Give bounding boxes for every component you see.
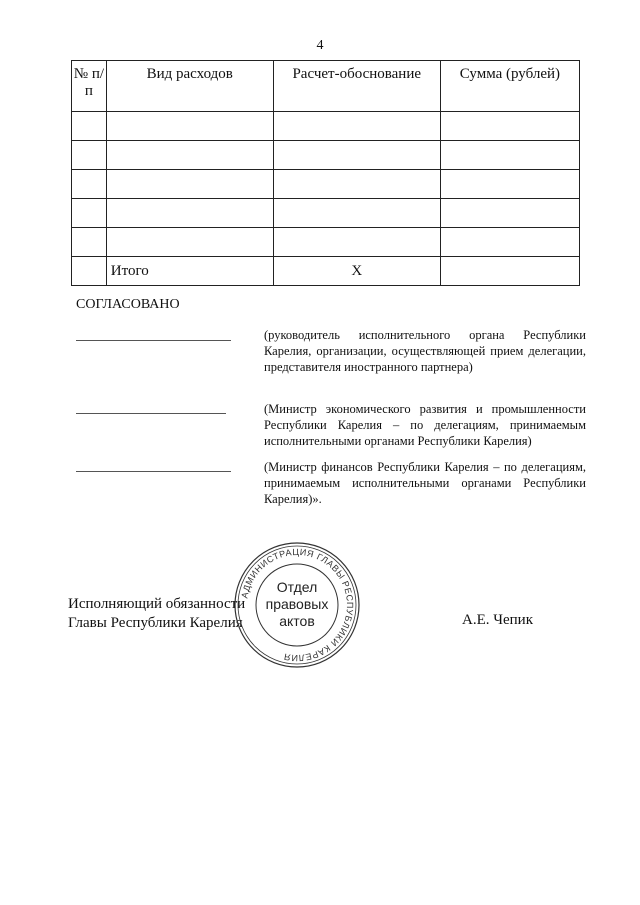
signature-line-1 xyxy=(76,340,231,341)
total-label: Итого xyxy=(106,257,273,286)
signatory-name: А.Е. Чепик xyxy=(462,612,533,628)
col-header-amount: Сумма (рублей) xyxy=(440,61,579,112)
col-header-number: № п/п xyxy=(72,61,107,112)
signatory-block-1: (руководитель исполнительного органа Республики Карелия, организации, осуществляющей прием делегации, представителя иностранного партнера) xyxy=(264,328,586,374)
department-stamp xyxy=(232,540,362,670)
signatory-title-line-1: Исполняющий обязанности xyxy=(68,596,246,612)
signature-line-3 xyxy=(76,471,231,472)
col-header-expense-type: Вид расходов xyxy=(106,61,273,112)
signatory-block-2: (Министр экономического развития и промышленности Республики Карелия – по делегациям, принимаемым исполнительными органами Республики Карелия) xyxy=(264,402,586,448)
page-number: 4 xyxy=(316,38,324,53)
table-row xyxy=(72,170,580,199)
signatory-block-3: (Министр финансов Республики Карелия – по делегациям, принимаемым исполнительными органами Республики Карелия)». xyxy=(264,460,586,506)
signatory-title-line-2: Главы Республики Карелия xyxy=(68,615,243,631)
svg-text:АДМИНИСТРАЦИЯ ГЛАВЫ РЕСПУБЛИКИ: АДМИНИСТРАЦИЯ ГЛАВЫ РЕСПУБЛИКИ КАРЕЛИЯ xyxy=(239,546,356,664)
signature-line-2 xyxy=(76,413,226,414)
signatory-title xyxy=(68,595,245,633)
expenses-table xyxy=(71,60,580,286)
table-row xyxy=(72,199,580,228)
stamp-line-2: правовых xyxy=(265,596,329,612)
table-row xyxy=(72,228,580,257)
stamp-line-3: актов xyxy=(279,613,315,629)
total-mark: Х xyxy=(273,257,440,286)
stamp-line-1: Отдел xyxy=(276,579,318,595)
table-header-row xyxy=(72,61,580,112)
table-row xyxy=(72,112,580,141)
agreed-heading: СОГЛАСОВАНО xyxy=(76,297,180,312)
col-header-justification: Расчет-обоснование xyxy=(273,61,440,112)
table-row xyxy=(72,141,580,170)
table-total-row xyxy=(72,257,580,286)
